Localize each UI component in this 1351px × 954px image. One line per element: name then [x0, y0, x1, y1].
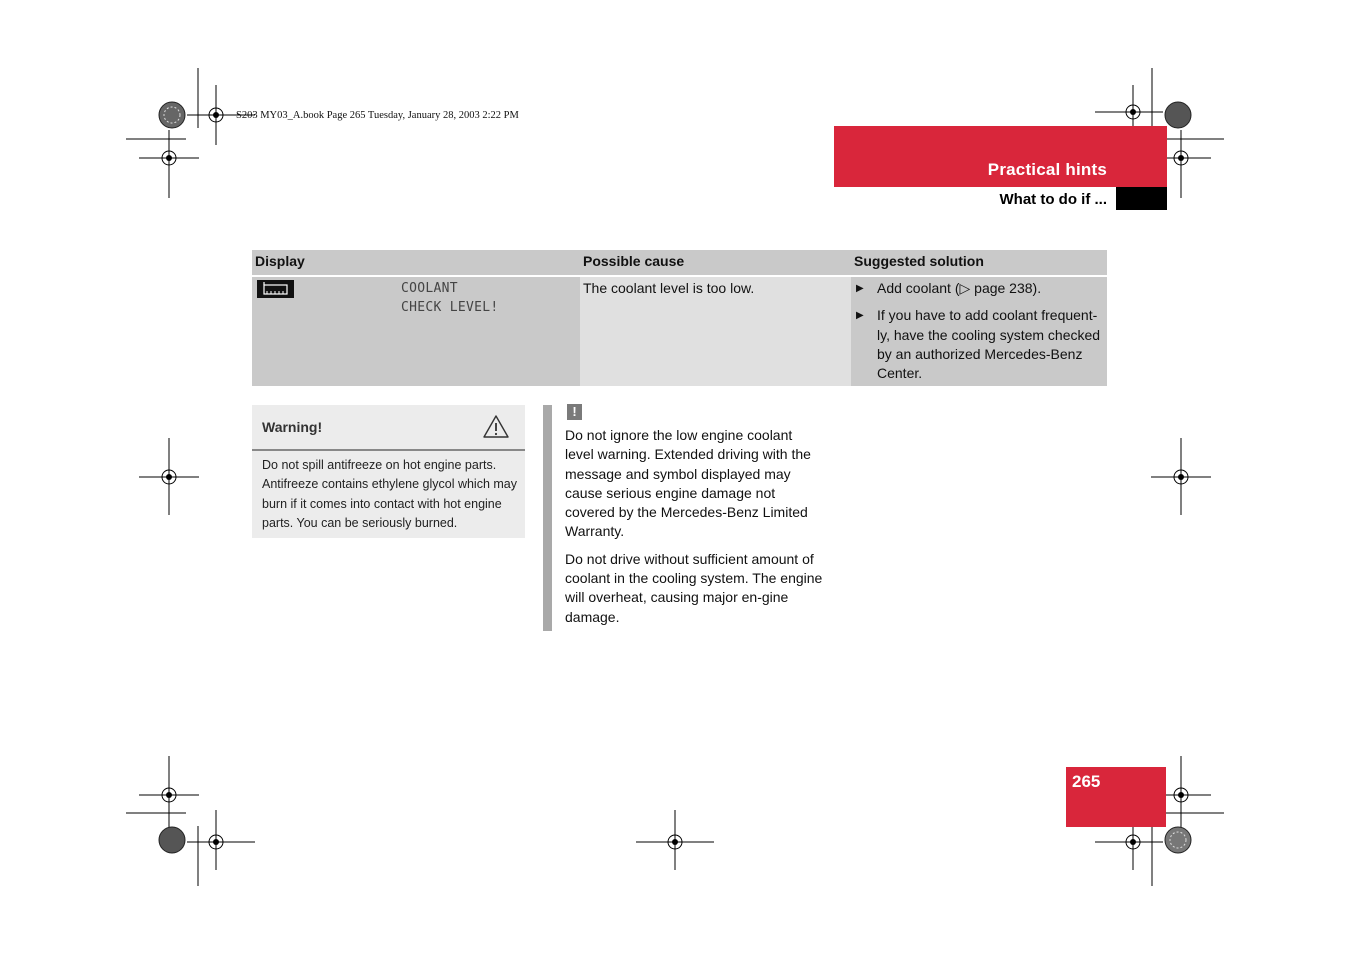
- table-header-solution: Suggested solution: [851, 250, 1107, 275]
- table-cell-display: [252, 277, 580, 386]
- page-number: 265: [1072, 772, 1101, 791]
- table-cell-solution: [851, 277, 1107, 386]
- note-text: [565, 426, 823, 635]
- section-title: Practical hints: [987, 160, 1107, 179]
- warning-box: [252, 405, 525, 538]
- subtitle-marker: [1116, 187, 1167, 210]
- note-paragraph-1: Do not ignore the low engine coolant level warning. Extended driving with the message and symbol displayed may cause serious engine damage not covered by the Mercedes-Benz Limited Warranty.: [565, 427, 811, 540]
- solution-text-2: If you have to add coolant frequent-ly, have the cooling system checked by an authorized Mercedes-Benz Center.: [877, 307, 1101, 382]
- solution-text-1: Add coolant (▷ page 238).: [877, 280, 1042, 296]
- note-paragraph-2: Do not drive without sufficient amount of coolant in the cooling system. The engine will overheat, causing major en-gine damage.: [565, 550, 823, 625]
- note-exclamation-icon: !: [567, 404, 582, 420]
- display-message: [401, 279, 499, 317]
- bullet-arrow-icon: ▶: [856, 283, 864, 294]
- display-line-2: CHECK LEVEL!: [401, 300, 499, 315]
- warning-title: Warning!: [262, 419, 323, 435]
- coolant-level-icon: [257, 280, 294, 298]
- section-subtitle: What to do if ...: [999, 191, 1107, 208]
- message-table: [252, 250, 1107, 386]
- solution-item: [854, 306, 1107, 383]
- warning-triangle-icon: [482, 414, 510, 444]
- print-header: S203 MY03_A.book Page 265 Tuesday, January 28, 2003 2:22 PM: [236, 110, 519, 121]
- table-header-cause: Possible cause: [580, 250, 851, 275]
- note-bar: [543, 405, 552, 631]
- display-line-1: COOLANT: [401, 281, 458, 296]
- warning-header: [252, 405, 525, 451]
- warning-text: Do not spill antifreeze on hot engine parts. Antifreeze contains ethylene glycol which may burn if it comes into contact with hot engine parts. You can be seriously burned.: [262, 458, 517, 530]
- table-header-display: Display: [252, 250, 580, 275]
- solution-item: [854, 279, 1107, 298]
- table-cell-cause: The coolant level is too low.: [580, 277, 851, 386]
- bullet-arrow-icon: ▶: [856, 310, 864, 322]
